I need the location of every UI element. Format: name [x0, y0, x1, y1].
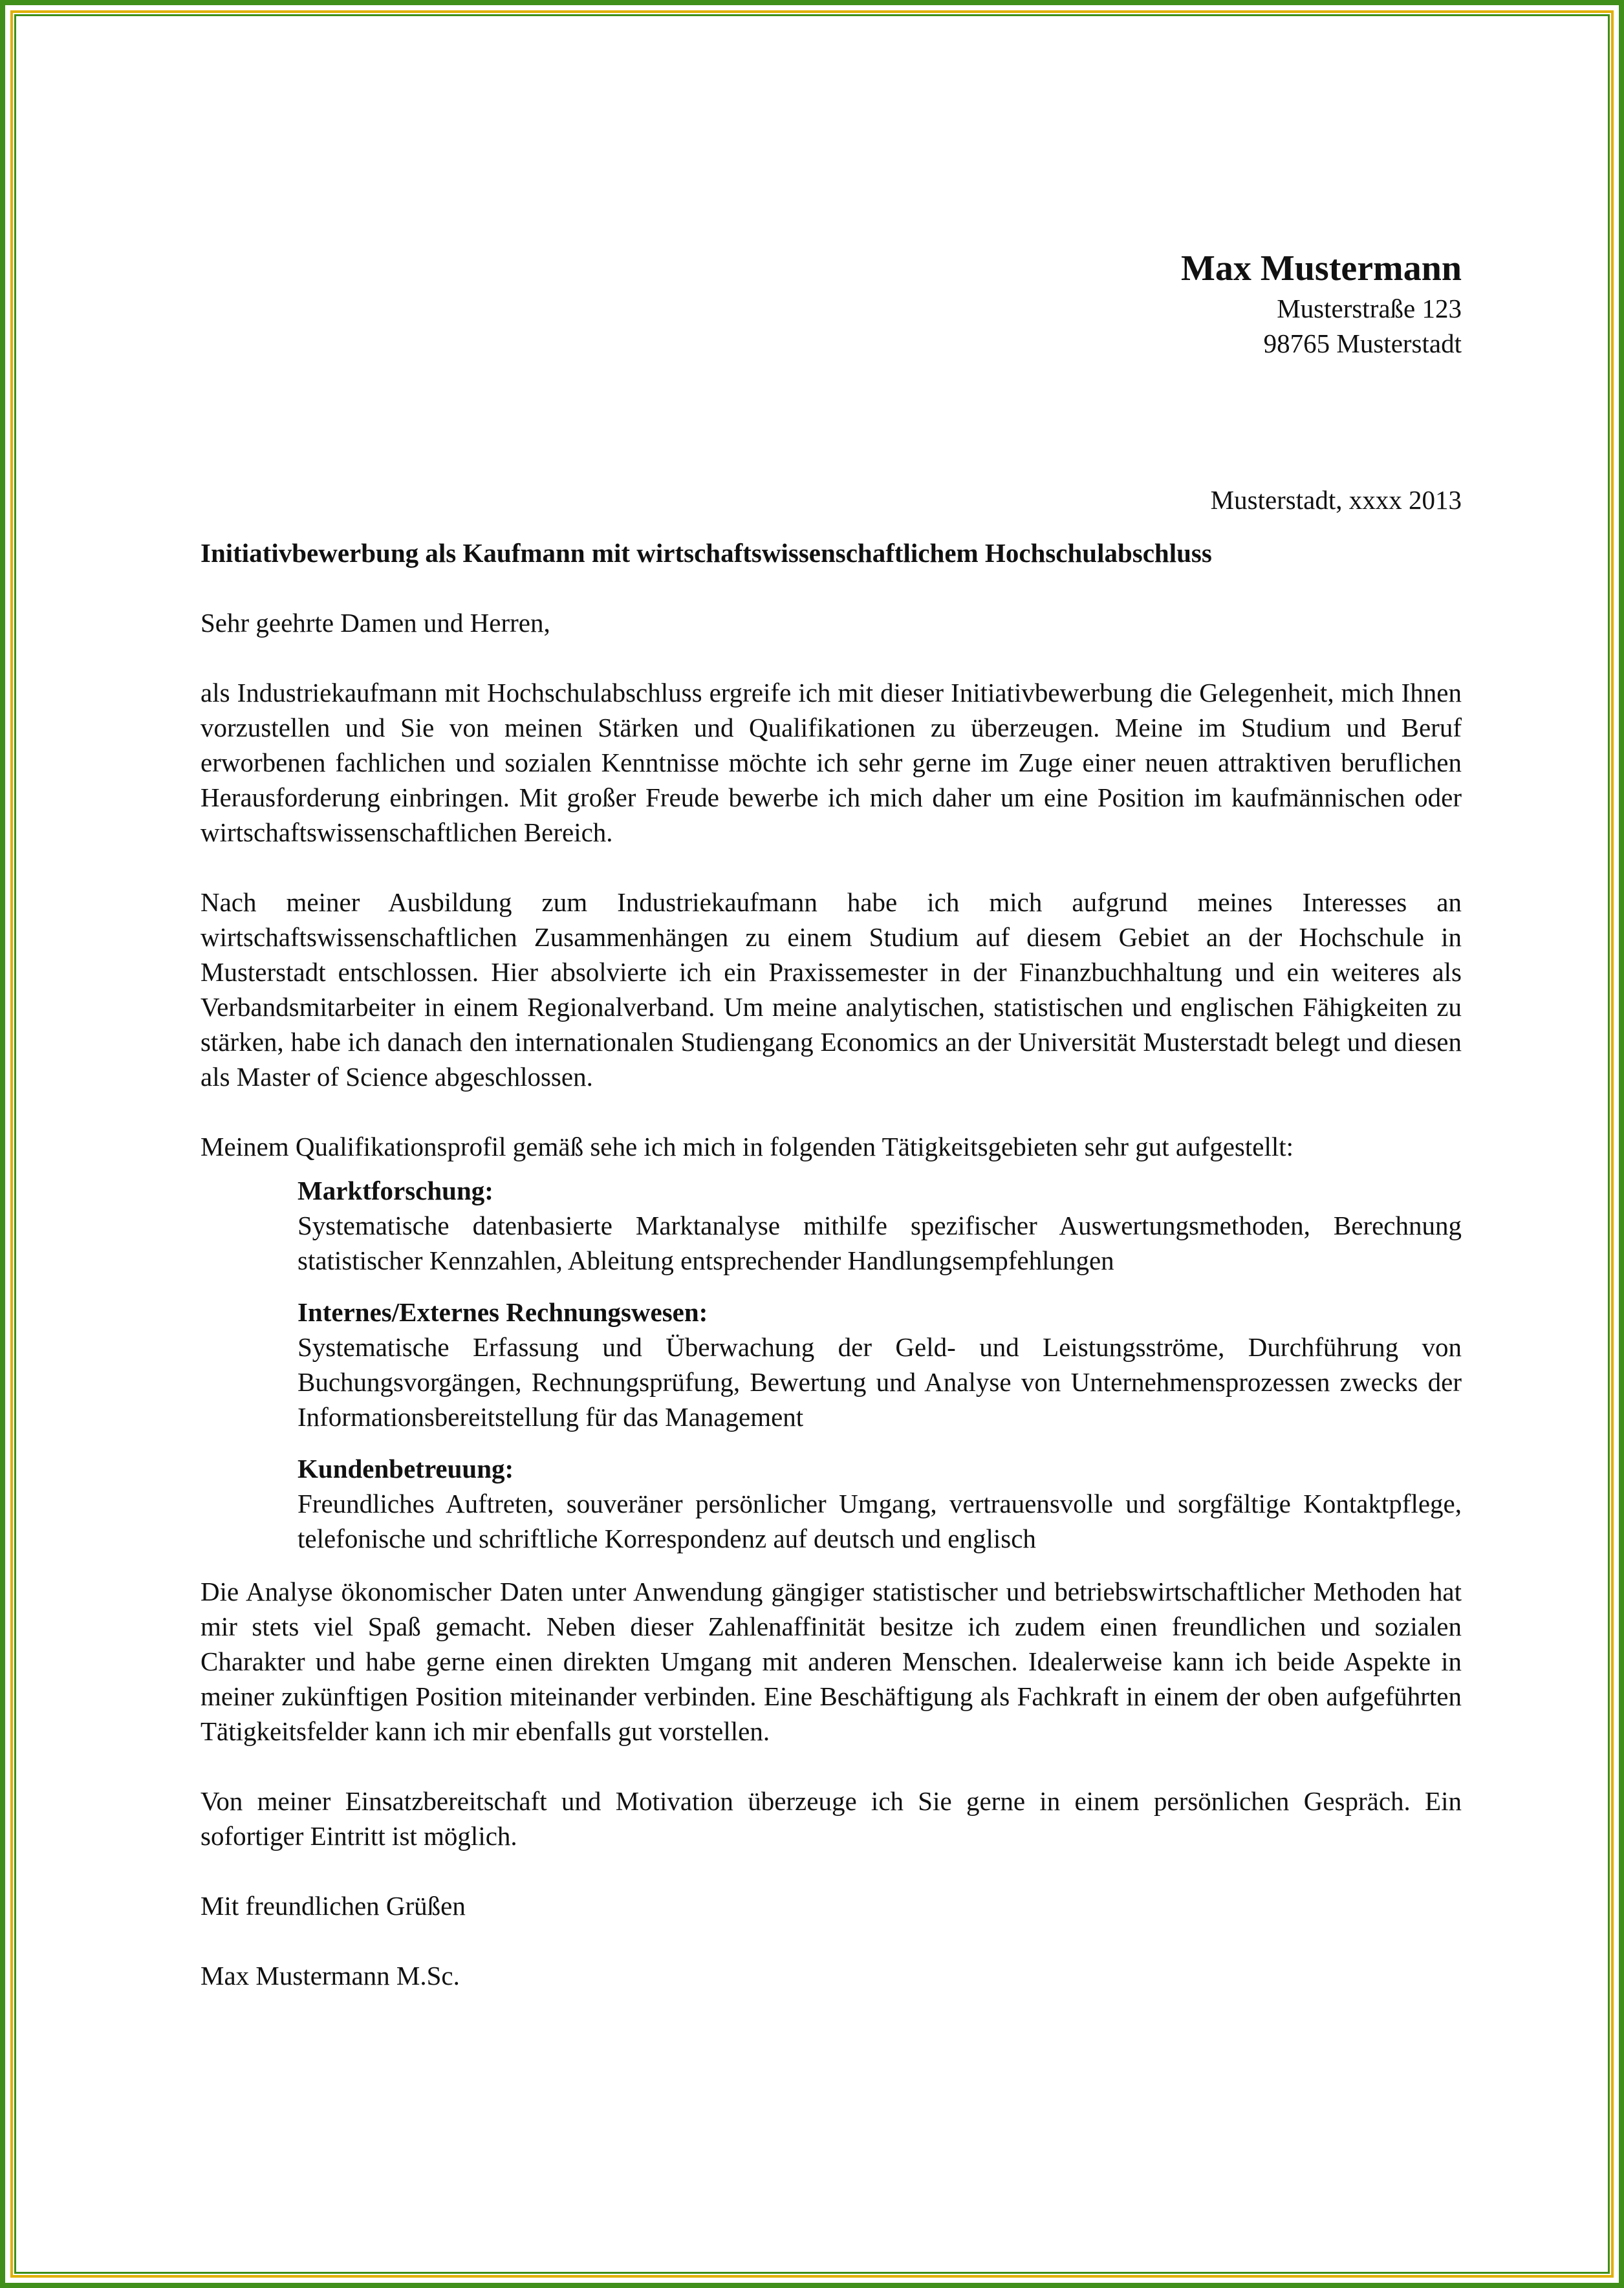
paragraph-background: Nach meiner Ausbildung zum Industriekaufmann habe ich mich aufgrund meines Interesses an wirtschaftswissenschaftlichen Zusammenhängen zu einem Studium auf diesem Gebiet an der Hochschule in Musterstadt entschlossen. Hier absolvierte ich ein Praxissemester in der Finanzbuchhaltung und ein weiteres als Verbandsmitarbeiter in einem Regionalverband. Um meine analytischen, statistischen und englischen Fähigkeiten zu stärken, habe ich danach den internationalen Studiengang Economics an der Universität Musterstadt belegt und diesen als Master of Science abgeschlossen.	[200, 887, 1462, 1092]
qualification-item	[298, 1295, 1462, 1434]
sender-city: 98765 Musterstadt	[1263, 329, 1462, 358]
subject-line: Initiativbewerbung als Kaufmann mit wirtschaftswissenschaftlichem Hochschulabschluss	[200, 538, 1212, 568]
qualification-title: Internes/Externes Rechnungswesen:	[298, 1297, 708, 1327]
signature-name: Max Mustermann M.Sc.	[200, 1961, 460, 1991]
closing: Mit freundlichen Grüßen	[200, 1891, 466, 1921]
paragraph-analysis: Die Analyse ökonomischer Daten unter Anwendung gängiger statistischer und betriebswirtschaftlicher Methoden hat mir stets viel Spaß gemacht. Neben dieser Zahlenaffinität besitze ich zudem einen freundlichen und sozialen Charakter und habe gerne einen direkten Umgang mit anderen Menschen. Idealerweise kann ich beide Aspekte in meiner zukünftigen Position miteinander verbinden. Eine Beschäftigung als Fachkraft in einem der oben aufgeführten Tätigkeitsfelder kann ich mir ebenfalls gut vorstellen.	[200, 1577, 1462, 1746]
paragraph-intro: als Industriekaufmann mit Hochschulabschluss ergreife ich mit dieser Initiativbewerbung die Gelegenheit, mich Ihnen vorzustellen und Sie von meinen Stärken und Qualifikationen zu überzeugen. Meine im Studium und Beruf erworbenen fachlichen und sozialen Kenntnisse möchte ich sehr gerne im Zuge einer neuen attraktiven beruflichen Herausforderung einbringen. Mit großer Freude bewerbe ich mich daher um eine Position im kaufmännischen oder wirtschaftswissenschaftlichen Bereich.	[200, 678, 1462, 847]
salutation: Sehr geehrte Damen und Herren,	[200, 608, 550, 638]
qualification-text: Systematische datenbasierte Marktanalyse mithilfe spezifischer Auswertungsmethoden, Berechnung statistischer Kennzahlen, Ableitung entsprechender Handlungsempfehlungen	[298, 1211, 1462, 1275]
qualification-title: Kundenbetreuung:	[298, 1454, 514, 1484]
sender-street: Musterstraße 123	[1277, 294, 1462, 323]
sender-name: Max Mustermann	[1181, 248, 1462, 288]
qualification-text: Freundliches Auftreten, souveräner persönlicher Umgang, vertrauensvolle und sorgfältige Kontaktpflege, telefonische und schriftliche Korrespondenz auf deutsch und englisch	[298, 1489, 1462, 1553]
date-line: Musterstadt, xxxx 2013	[1210, 485, 1462, 515]
sender-block	[200, 246, 1462, 361]
paragraph-profile-intro: Meinem Qualifikationsprofil gemäß sehe ich mich in folgenden Tätigkeitsgebieten sehr gut aufgestellt:	[200, 1132, 1294, 1161]
letter-page	[200, 246, 1462, 1993]
qualification-text: Systematische Erfassung und Überwachung der Geld- und Leistungsströme, Durchführung von Buchungsvorgängen, Rechnungsprüfung, Bewertung und Analyse von Unternehmensprozessen zwecks der Informationsbereitstellung für das Management	[298, 1332, 1462, 1432]
qualification-title: Marktforschung:	[298, 1176, 493, 1205]
qualification-item	[298, 1451, 1462, 1556]
paragraph-motivation: Von meiner Einsatzbereitschaft und Motivation überzeuge ich Sie gerne in einem persönlichen Gespräch. Ein sofortiger Eintritt ist möglich.	[200, 1786, 1462, 1851]
qualification-item	[298, 1173, 1462, 1278]
